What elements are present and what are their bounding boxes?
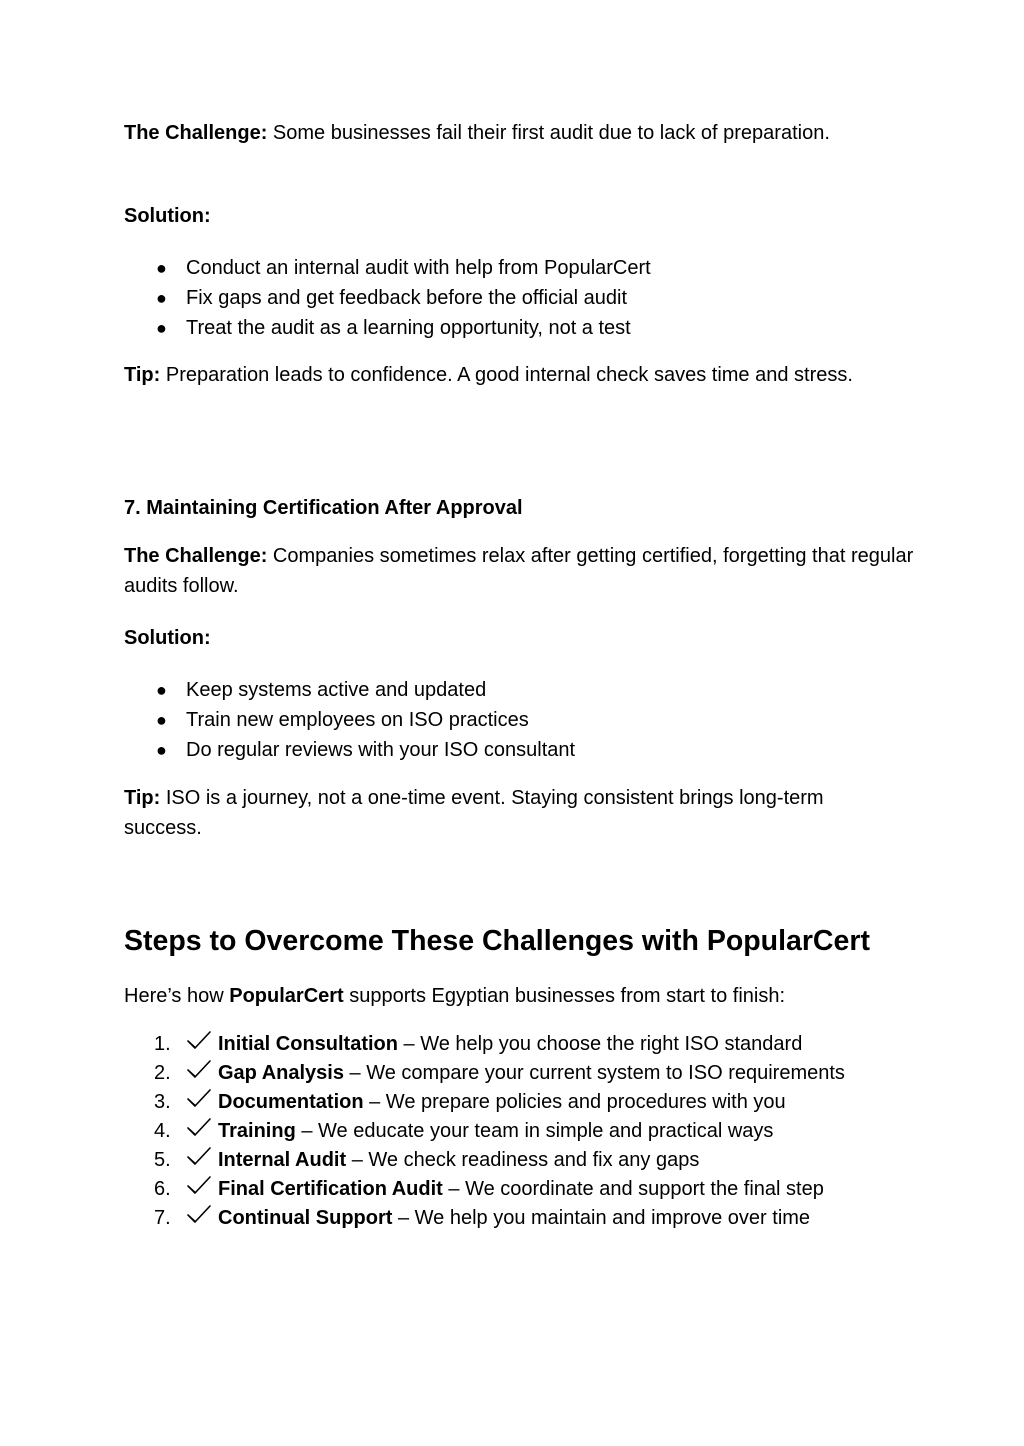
step-item	[124, 1059, 904, 1088]
step-description: – We prepare policies and procedures with you	[363, 1091, 786, 1113]
step-description: – We help you choose the right ISO standard	[398, 1033, 803, 1055]
list-item-text: Train new employees on ISO practices	[186, 709, 529, 731]
bullet-icon: ●	[156, 318, 167, 338]
step-number: 4.	[154, 1120, 171, 1142]
step-number: 7.	[154, 1207, 171, 1229]
bullet-icon: ●	[156, 710, 167, 730]
check-mark-icon	[186, 1030, 212, 1052]
intro-text: Here’s how	[124, 985, 230, 1007]
check-mark-icon	[186, 1059, 212, 1081]
check-mark-icon	[186, 1088, 212, 1110]
challenge-text: Companies sometimes relax after getting certified, forgetting that regular audits follow.	[124, 545, 914, 597]
bullet-icon: ●	[156, 740, 167, 760]
step-number: 2.	[154, 1062, 171, 1084]
step-number: 3.	[154, 1091, 171, 1113]
tip-paragraph	[124, 361, 914, 391]
challenge-text: Some businesses fail their first audit due to lack of preparation.	[267, 122, 830, 144]
step-item	[124, 1146, 904, 1175]
list-item-text: Treat the audit as a learning opportunity, not a test	[186, 317, 631, 339]
check-mark-icon	[186, 1204, 212, 1226]
list-item	[124, 283, 651, 313]
solution-list	[124, 253, 651, 343]
step-number: 1.	[154, 1033, 171, 1055]
solution-label: Solution:	[124, 627, 211, 649]
list-item-text: Conduct an internal audit with help from PopularCert	[186, 257, 651, 279]
list-item-text: Keep systems active and updated	[186, 679, 487, 701]
list-item	[124, 735, 575, 765]
step-item	[124, 1175, 904, 1204]
step-title: Continual Support	[218, 1207, 393, 1229]
step-number: 6.	[154, 1178, 171, 1200]
step-title: Final Certification Audit	[218, 1178, 443, 1200]
list-item-text: Fix gaps and get feedback before the official audit	[186, 287, 628, 309]
step-description: – We check readiness and fix any gaps	[346, 1149, 700, 1171]
step-description: – We educate your team in simple and practical ways	[295, 1120, 774, 1142]
solution-label: Solution:	[124, 205, 211, 227]
tip-paragraph	[124, 784, 824, 843]
tip-label: Tip:	[124, 787, 161, 809]
steps-list	[124, 1030, 904, 1233]
list-item-text: Do regular reviews with your ISO consultant	[186, 739, 576, 761]
tip-text: Preparation leads to confidence. A good internal check saves time and stress.	[160, 364, 853, 386]
list-item	[124, 675, 575, 705]
solution-list	[124, 675, 575, 765]
intro-text: supports Egyptian businesses from start to finish:	[343, 985, 786, 1007]
steps-heading: Steps to Overcome These Challenges with PopularCert	[124, 925, 870, 957]
list-item	[124, 253, 651, 283]
brand-name: PopularCert	[229, 985, 344, 1007]
bullet-icon: ●	[156, 680, 167, 700]
challenge-label: The Challenge:	[124, 545, 268, 567]
check-mark-icon	[186, 1146, 212, 1168]
check-mark-icon	[186, 1175, 212, 1197]
bullet-icon: ●	[156, 258, 167, 278]
step-item	[124, 1204, 904, 1233]
step-title: Internal Audit	[218, 1149, 347, 1171]
step-item	[124, 1030, 904, 1059]
challenge-paragraph	[124, 119, 914, 149]
tip-text: ISO is a journey, not a one-time event. Staying consistent brings long-term success.	[124, 787, 824, 839]
step-item	[124, 1117, 904, 1146]
check-mark-icon	[186, 1117, 212, 1139]
step-title: Initial Consultation	[218, 1033, 398, 1055]
section-heading: 7. Maintaining Certification After Approval	[124, 497, 523, 519]
steps-intro	[124, 982, 914, 1012]
step-item	[124, 1088, 904, 1117]
step-description: – We coordinate and support the final step	[442, 1178, 824, 1200]
step-description: – We compare your current system to ISO requirements	[343, 1062, 845, 1084]
challenge-label: The Challenge:	[124, 122, 268, 144]
step-description: – We help you maintain and improve over time	[392, 1207, 811, 1229]
challenge-paragraph	[124, 542, 914, 601]
bullet-icon: ●	[156, 288, 167, 308]
step-title: Gap Analysis	[218, 1062, 344, 1084]
step-title: Training	[218, 1120, 296, 1142]
tip-label: Tip:	[124, 364, 161, 386]
list-item	[124, 313, 651, 343]
step-number: 5.	[154, 1149, 171, 1171]
list-item	[124, 705, 575, 735]
step-title: Documentation	[218, 1091, 364, 1113]
